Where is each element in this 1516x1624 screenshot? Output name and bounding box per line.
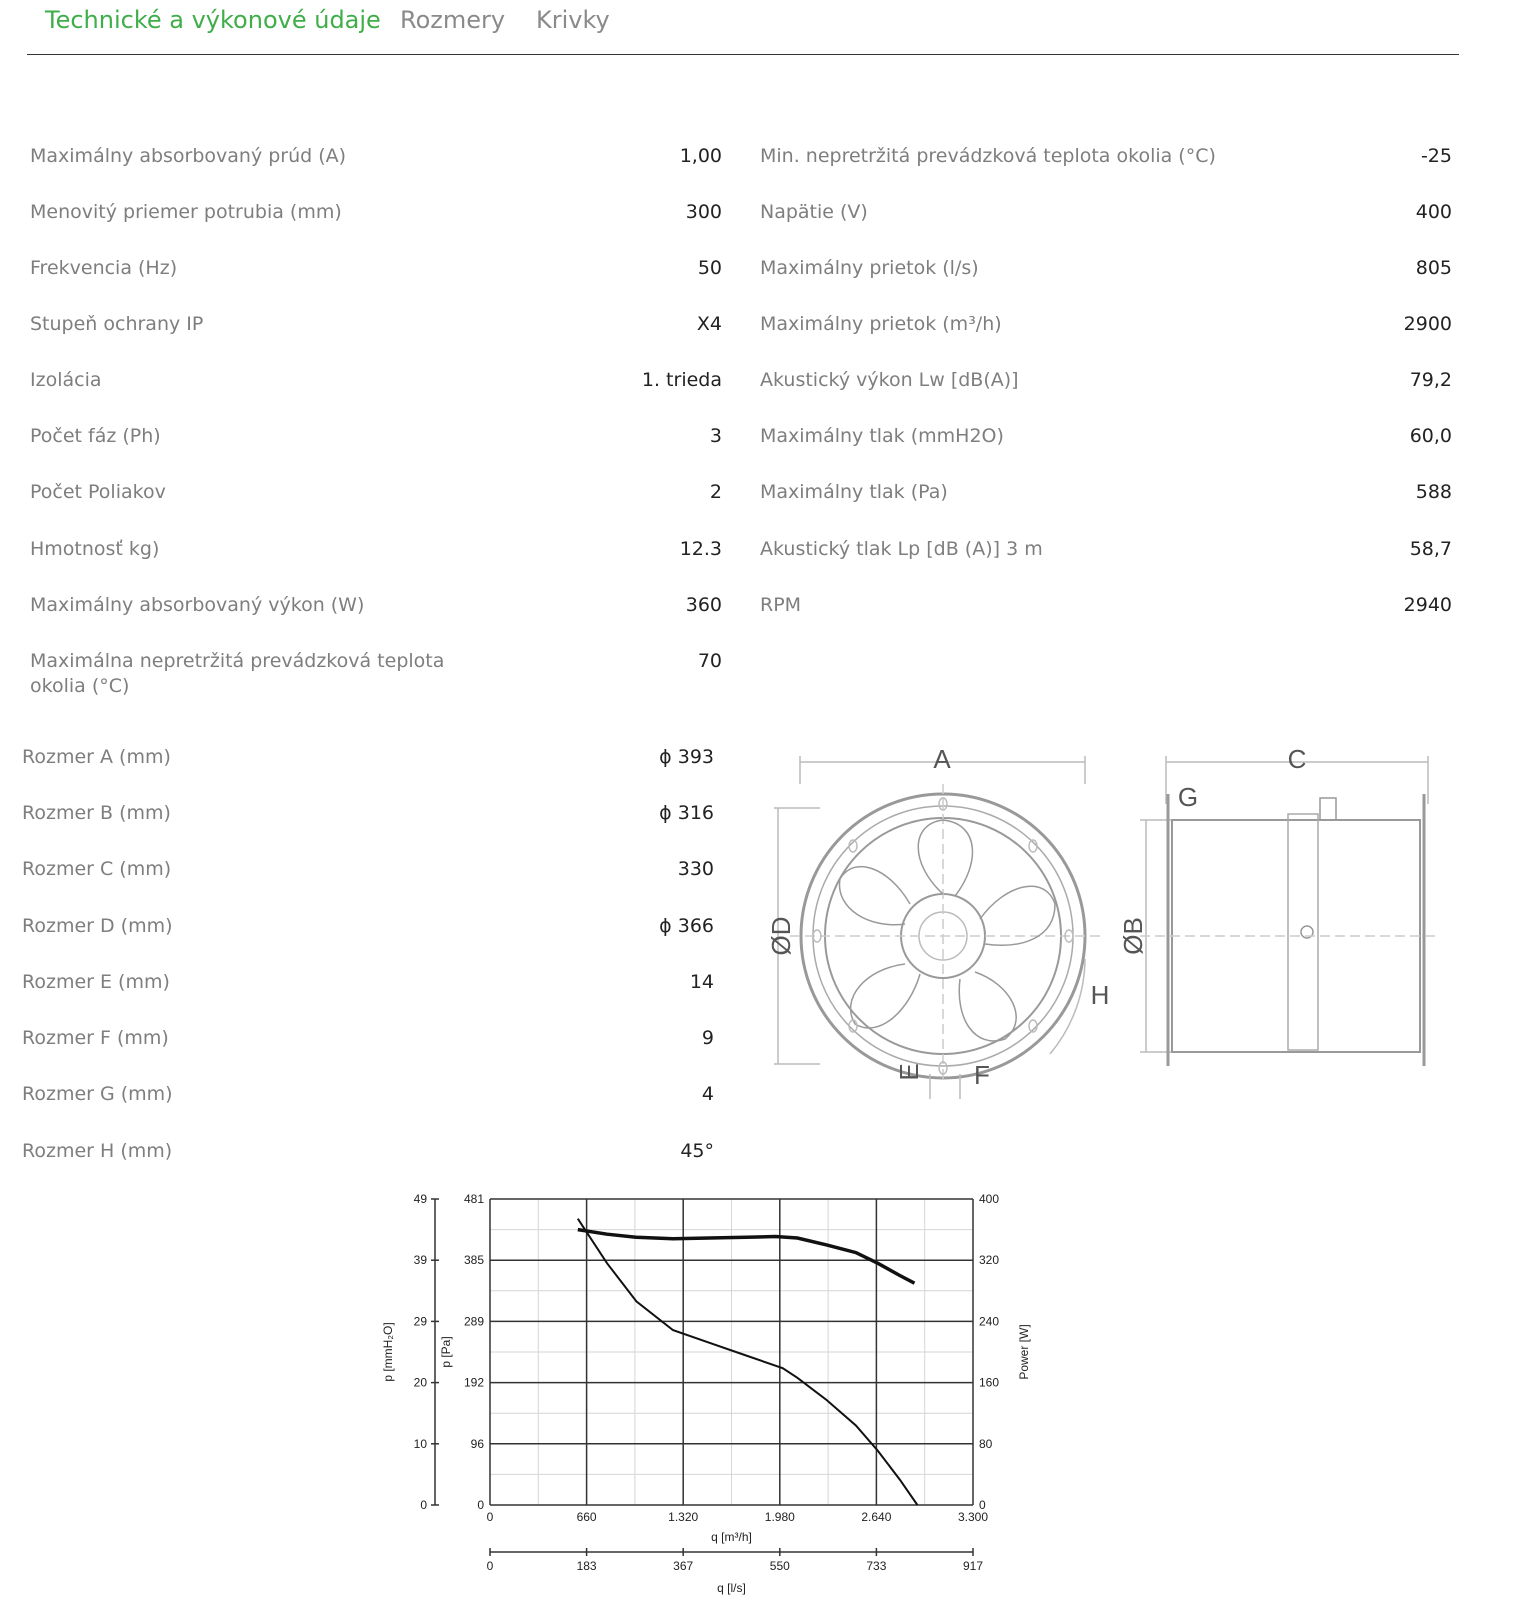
spec-label: Stupeň ochrany IP — [30, 313, 204, 335]
tab-underline — [27, 54, 1459, 55]
dimension-label: Rozmer C (mm) — [22, 858, 172, 880]
y2-tick-label: 320 — [979, 1253, 1000, 1268]
pressure-curve — [578, 1219, 918, 1505]
y-tick-label-mmh2o: 20 — [413, 1375, 427, 1390]
spec-value: 60,0 — [1409, 425, 1452, 447]
x-tick-label-ls: 0 — [486, 1559, 494, 1573]
spec-label: Frekvencia (Hz) — [30, 257, 178, 279]
y-axis-label-pa: p [Pa] — [439, 1336, 453, 1368]
x-tick-label-m3h: 2.640 — [861, 1510, 892, 1524]
x-axis-label-m3h: q [m³/h] — [711, 1530, 752, 1544]
dimension-label: Rozmer H (mm) — [22, 1140, 173, 1162]
x-tick-label-ls: 550 — [769, 1559, 790, 1573]
spec-label: Maximálny prietok (m³/h) — [760, 313, 1002, 335]
y-tick-label-mmh2o: 39 — [413, 1253, 427, 1268]
drawing-label-h: H — [1090, 980, 1110, 1010]
y-tick-label-mmh2o: 29 — [413, 1314, 427, 1329]
drawing-label-c: C — [1287, 744, 1307, 774]
spec-label: Akustický tlak Lp [dB (A)] 3 m — [760, 538, 1043, 560]
dimension-value: ϕ 316 — [659, 802, 714, 824]
spec-label: Napätie (V) — [760, 201, 868, 223]
tab-dimensions[interactable]: Rozmery — [400, 6, 506, 34]
spec-label: Maximálna nepretržitá prevádzková teplota okolia (°C) — [30, 650, 445, 697]
y2-tick-label: 400 — [979, 1192, 1000, 1206]
x-tick-label-ls: 367 — [673, 1559, 694, 1573]
x-axis-label-ls: q [l/s] — [717, 1581, 746, 1595]
y2-tick-label: 0 — [979, 1498, 986, 1512]
spec-label: Maximálny absorbovaný prúd (A) — [30, 145, 347, 167]
spec-label: Izolácia — [30, 369, 102, 391]
tab-bar — [0, 0, 1460, 56]
power-curve — [578, 1230, 915, 1284]
spec-value: 2900 — [1403, 313, 1452, 335]
y-tick-label-pa: 192 — [463, 1375, 484, 1390]
y-tick-label-pa: 0 — [477, 1498, 484, 1512]
drawing-label-f: F — [974, 1060, 990, 1090]
drawing-label-e: E — [894, 1063, 924, 1081]
dimension-label: Rozmer G (mm) — [22, 1083, 173, 1105]
spec-value: 70 — [697, 650, 722, 672]
spec-label: Počet fáz (Ph) — [30, 425, 161, 447]
spec-value: X4 — [696, 313, 722, 335]
x-tick-label-ls: 733 — [866, 1559, 887, 1573]
spec-label: Akustický výkon Lw [dB(A)] — [760, 369, 1019, 391]
performance-curve-chart — [380, 1186, 1060, 1616]
x-tick-label-ls: 917 — [962, 1559, 984, 1573]
dimension-label: Rozmer E (mm) — [22, 971, 170, 993]
dimension-value: 330 — [677, 858, 714, 880]
spec-value: 50 — [697, 257, 722, 279]
spec-label: Menovitý priemer potrubia (mm) — [30, 201, 342, 223]
dimension-value: 4 — [701, 1083, 714, 1105]
spec-value: 3 — [709, 425, 722, 447]
spec-value: 1,00 — [679, 145, 722, 167]
x-tick-label-m3h: 1.320 — [668, 1510, 699, 1524]
y2-axis-label: Power [W] — [1017, 1324, 1031, 1380]
y-tick-label-pa: 96 — [470, 1436, 484, 1451]
dimension-value: ϕ 393 — [659, 746, 714, 768]
tab-technical-data[interactable]: Technické a výkonové údaje — [45, 6, 381, 34]
x-tick-label-m3h: 3.300 — [957, 1510, 989, 1524]
spec-label: Maximálny tlak (Pa) — [760, 481, 948, 503]
dimension-value: 14 — [689, 971, 714, 993]
spec-value: 12.3 — [679, 538, 722, 560]
drawing-label-b: ØB — [1118, 917, 1148, 955]
spec-value: 58,7 — [1409, 538, 1452, 560]
x-tick-label-m3h: 0 — [486, 1510, 494, 1524]
spec-value: 400 — [1415, 201, 1452, 223]
dimension-label: Rozmer F (mm) — [22, 1027, 169, 1049]
spec-value: 1. trieda — [641, 369, 722, 391]
spec-label: Min. nepretržitá prevádzková teplota okolia (°C) — [760, 145, 1216, 167]
y-tick-label-pa: 481 — [463, 1192, 484, 1206]
y-axis-label-mmh2o: p [mmH₂O] — [381, 1322, 395, 1382]
dimension-value: ϕ 366 — [659, 915, 714, 937]
dimension-value: 9 — [701, 1027, 714, 1049]
spec-label: Počet Poliakov — [30, 481, 166, 503]
spec-value: 588 — [1415, 481, 1452, 503]
spec-value: 300 — [685, 201, 722, 223]
y-tick-label-mmh2o: 49 — [413, 1192, 427, 1206]
y-tick-label-pa: 385 — [463, 1253, 484, 1268]
spec-value: 79,2 — [1409, 369, 1452, 391]
spec-value: 2 — [709, 481, 722, 503]
spec-label: Maximálny tlak (mmH2O) — [760, 425, 1004, 447]
spec-value: 805 — [1415, 257, 1452, 279]
drawing-label-g: G — [1177, 782, 1199, 812]
spec-label: Hmotnosť kg) — [30, 538, 160, 560]
dimension-label: Rozmer B (mm) — [22, 802, 171, 824]
y-tick-label-mmh2o: 0 — [420, 1498, 427, 1512]
dimension-label: Rozmer A (mm) — [22, 746, 171, 768]
spec-label: RPM — [760, 594, 802, 616]
x-tick-label-ls: 183 — [576, 1559, 597, 1573]
spec-value: -25 — [1420, 145, 1452, 167]
drawing-label-a: A — [933, 744, 951, 774]
x-tick-label-m3h: 660 — [576, 1510, 597, 1524]
fan-dimension-drawing — [760, 744, 1460, 1104]
spec-label: Maximálny absorbovaný výkon (W) — [30, 594, 365, 616]
tab-curves[interactable]: Krivky — [536, 6, 610, 34]
spec-label: Maximálny prietok (l/s) — [760, 257, 979, 279]
x-tick-label-m3h: 1.980 — [764, 1510, 795, 1524]
y2-tick-label: 160 — [979, 1375, 1000, 1390]
y2-tick-label: 80 — [979, 1436, 993, 1451]
spec-value: 360 — [685, 594, 722, 616]
y2-tick-label: 240 — [979, 1314, 1000, 1329]
y-tick-label-pa: 289 — [463, 1314, 484, 1329]
dimension-label: Rozmer D (mm) — [22, 915, 173, 937]
spec-value: 2940 — [1403, 594, 1452, 616]
y-tick-label-mmh2o: 10 — [413, 1436, 427, 1451]
drawing-label-d: ØD — [766, 916, 796, 956]
dimension-value: 45° — [680, 1140, 714, 1162]
